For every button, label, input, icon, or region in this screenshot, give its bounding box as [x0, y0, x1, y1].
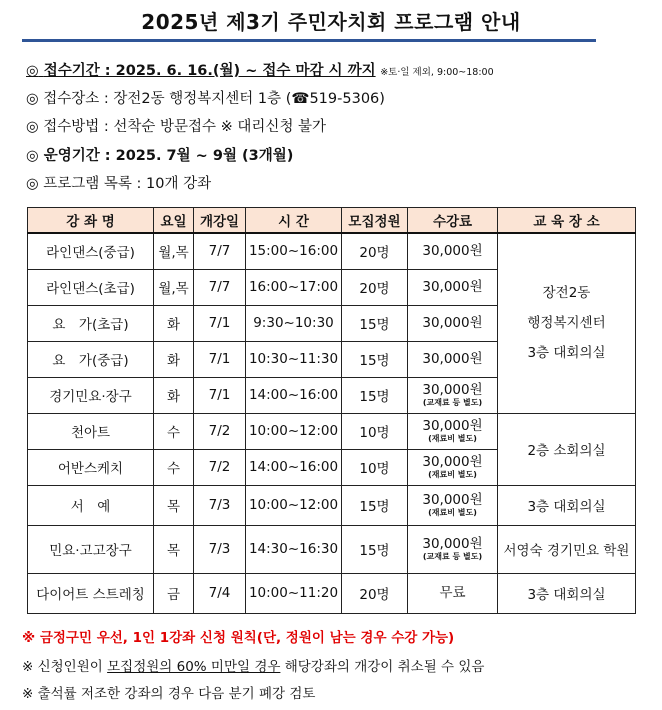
course-capacity: 10명 — [342, 413, 408, 449]
course-capacity: 15명 — [342, 485, 408, 525]
course-start: 7/3 — [194, 485, 246, 525]
course-name: 어반스케치 — [28, 449, 154, 485]
header-start: 개강일 — [194, 208, 246, 234]
reception-period-note: ※토·일 제외, 9:00~18:00 — [380, 67, 494, 78]
notice-attendance: ※ 출석률 저조한 강좌의 경우 다음 분기 폐강 검토 — [22, 686, 316, 702]
header-fee: 수강료 — [408, 208, 498, 234]
course-fee — [408, 305, 498, 341]
fee-note: (교재료 등 별도) — [422, 551, 483, 561]
info-reception-period — [26, 60, 494, 84]
notice-cancellation-post: 해당강좌의 개강이 취소될 수 있음 — [280, 659, 485, 675]
course-day: 월,목 — [154, 233, 194, 269]
course-day: 목 — [154, 485, 194, 525]
header-day: 요일 — [154, 208, 194, 234]
fee-note: (교재료 등 별도) — [422, 397, 483, 407]
course-day: 수 — [154, 413, 194, 449]
course-capacity: 20명 — [342, 233, 408, 269]
course-time: 9:30~10:30 — [246, 305, 342, 341]
title-underline — [22, 39, 596, 42]
fee-amount: 30,000원 — [422, 278, 483, 295]
course-time: 10:30~11:30 — [246, 341, 342, 377]
fee-note: (재료비 별도) — [428, 433, 477, 443]
header-course: 강 좌 명 — [28, 208, 154, 234]
fee-amount: 30,000원 — [422, 453, 483, 470]
course-day: 수 — [154, 449, 194, 485]
course-name: 라인댄스(중급) — [28, 233, 154, 269]
course-time: 15:00~16:00 — [246, 233, 342, 269]
notice-cancellation-pre: ※ 신청인원이 — [22, 659, 108, 675]
course-name: 요 가(초급) — [28, 305, 154, 341]
info-reception-place: ◎ 접수장소 : 장전2동 행정복지센터 1층 (☎519-5306) — [26, 91, 385, 107]
course-time: 14:30~16:30 — [246, 525, 342, 573]
course-time: 10:00~12:00 — [246, 413, 342, 449]
course-time: 14:00~16:00 — [246, 377, 342, 413]
course-fee — [408, 233, 498, 269]
course-capacity: 20명 — [342, 573, 408, 613]
notice-cancellation-underlined: 모집정원의 60% 미만일 경우 — [107, 659, 281, 675]
reception-period-label: 접수기간 : 2025. 6. 16.(월) ~ 접수 마감 시 까지 — [43, 63, 376, 79]
course-start: 7/7 — [194, 233, 246, 269]
course-fee — [408, 449, 498, 485]
fee-amount: 30,000원 — [422, 242, 483, 259]
course-name: 요 가(중급) — [28, 341, 154, 377]
notice-priority: ※ 금정구민 우선, 1인 1강좌 신청 원칙(단, 정원이 남는 경우 수강 가능) — [22, 630, 455, 646]
course-capacity: 15명 — [342, 525, 408, 573]
course-day: 화 — [154, 377, 194, 413]
place-line: 장전2동 — [542, 285, 591, 302]
course-name: 라인댄스(초급) — [28, 269, 154, 305]
course-capacity: 15명 — [342, 377, 408, 413]
course-start: 7/2 — [194, 413, 246, 449]
info-program-list: ◎ 프로그램 목록 : 10개 강좌 — [26, 176, 212, 192]
course-fee — [408, 413, 498, 449]
course-name: 다이어트 스트레칭 — [28, 573, 154, 613]
course-time: 14:00~16:00 — [246, 449, 342, 485]
table-header-row — [28, 208, 636, 234]
place-academy: 서영숙 경기민요 학원 — [498, 525, 636, 573]
fee-amount: 30,000원 — [422, 350, 483, 367]
fee-amount: 30,000원 — [422, 535, 483, 552]
course-fee — [408, 341, 498, 377]
notice-cancellation — [22, 655, 484, 675]
course-day: 금 — [154, 573, 194, 613]
info-reception-method: ◎ 접수방법 : 선착순 방문접수 ※ 대리신청 불가 — [26, 119, 327, 135]
course-day: 월,목 — [154, 269, 194, 305]
course-capacity: 15명 — [342, 341, 408, 377]
course-name: 경기민요·장구 — [28, 377, 154, 413]
reception-period-text: ◎ — [26, 63, 39, 79]
course-fee — [408, 525, 498, 573]
table-row — [28, 413, 636, 449]
place-small-hall: 2층 소회의실 — [498, 413, 636, 485]
course-fee — [408, 377, 498, 413]
operation-period-text: ◎ 운영기간 : 2025. 7월 ~ 9월 (3개월) — [26, 148, 294, 164]
course-fee — [408, 269, 498, 305]
course-start: 7/7 — [194, 269, 246, 305]
course-name: 서 예 — [28, 485, 154, 525]
table-row — [28, 573, 636, 613]
fee-note: (재료비 별도) — [428, 469, 477, 479]
place-main-hall-2: 3층 대회의실 — [498, 485, 636, 525]
course-time: 16:00~17:00 — [246, 269, 342, 305]
course-start: 7/3 — [194, 525, 246, 573]
fee-amount: 30,000원 — [422, 417, 483, 434]
course-fee — [408, 485, 498, 525]
course-start: 7/2 — [194, 449, 246, 485]
course-capacity: 10명 — [342, 449, 408, 485]
course-name: 천아트 — [28, 413, 154, 449]
fee-amount: 무료 — [439, 584, 466, 601]
course-day: 목 — [154, 525, 194, 573]
course-time: 10:00~12:00 — [246, 485, 342, 525]
course-fee — [408, 573, 498, 613]
course-capacity: 20명 — [342, 269, 408, 305]
table-row — [28, 525, 636, 573]
header-capacity: 모집정원 — [342, 208, 408, 234]
fee-amount: 30,000원 — [422, 491, 483, 508]
table-row — [28, 233, 636, 269]
page-title: 2025년 제3기 주민자치회 프로그램 안내 — [141, 10, 521, 34]
header-time: 시 간 — [246, 208, 342, 234]
course-capacity: 15명 — [342, 305, 408, 341]
course-start: 7/4 — [194, 573, 246, 613]
program-table — [27, 207, 636, 614]
info-operation-period — [26, 145, 293, 167]
course-start: 7/1 — [194, 341, 246, 377]
fee-amount: 30,000원 — [422, 381, 483, 398]
course-day: 화 — [154, 305, 194, 341]
place-line: 3층 대회의실 — [527, 345, 606, 362]
course-name: 민요·고고장구 — [28, 525, 154, 573]
fee-note: (재료비 별도) — [428, 507, 477, 517]
header-place: 교 육 장 소 — [498, 208, 636, 234]
course-start: 7/1 — [194, 377, 246, 413]
fee-amount: 30,000원 — [422, 314, 483, 331]
place-main-hall — [498, 233, 636, 413]
place-line: 행정복지센터 — [527, 315, 606, 332]
course-day: 화 — [154, 341, 194, 377]
course-time: 10:00~11:20 — [246, 573, 342, 613]
place-main-hall-3: 3층 대회의실 — [498, 573, 636, 613]
table-row — [28, 485, 636, 525]
course-start: 7/1 — [194, 305, 246, 341]
